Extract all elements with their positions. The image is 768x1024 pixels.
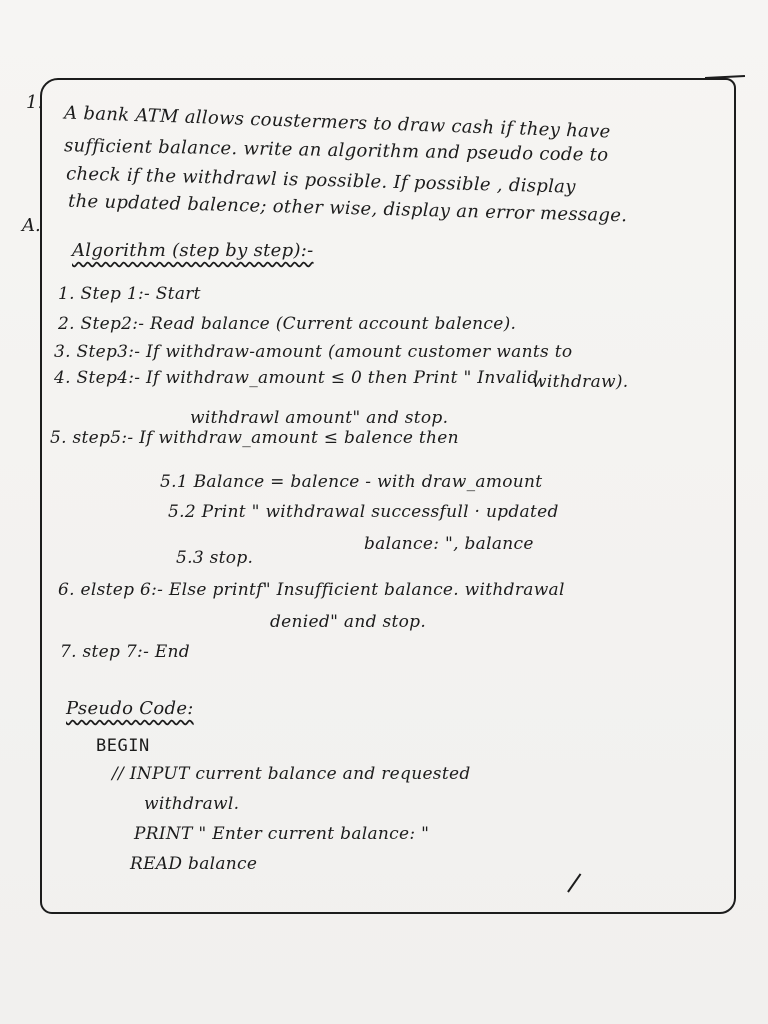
pseudocode-heading: Pseudo Code: bbox=[66, 698, 194, 719]
algorithm-step: 6. elstep 6:- Else printf" Insufficient balance. withdrawal bbox=[58, 580, 565, 600]
algorithm-step: 1. Step 1:- Start bbox=[58, 284, 201, 304]
answer-label: A. bbox=[22, 215, 41, 236]
algorithm-step: denied" and stop. bbox=[270, 612, 427, 632]
pseudocode-line: READ balance bbox=[130, 854, 258, 874]
question-line: the updated balence; other wise, display an error message. bbox=[67, 190, 628, 227]
algorithm-step: withdrawl amount" and stop. bbox=[190, 408, 449, 428]
algorithm-step: 5. step5:- If withdraw_amount ≤ balence then bbox=[50, 428, 459, 448]
pseudocode-line: BEGIN bbox=[96, 736, 150, 756]
algorithm-step: 7. step 7:- End bbox=[60, 642, 190, 662]
pseudocode-line: withdrawl. bbox=[144, 794, 240, 814]
algorithm-step: 3. Step3:- If withdraw-amount (amount customer wants to bbox=[54, 342, 573, 362]
question-number: 1. bbox=[26, 92, 44, 113]
pseudocode-line: // INPUT current balance and requested bbox=[112, 764, 471, 784]
algorithm-step: 4. Step4:- If withdraw_amount ≤ 0 then Print " Invalid bbox=[54, 368, 539, 388]
question-line: check if the withdrawl is possible. If possible , display bbox=[65, 163, 576, 198]
algorithm-step: withdraw). bbox=[532, 372, 629, 392]
algorithm-step: 5.1 Balance = balence - with draw_amount bbox=[160, 472, 543, 492]
question-line: sufficient balance. write an algorithm and pseudo code to bbox=[63, 135, 609, 166]
pseudocode-line: PRINT " Enter current balance: " bbox=[134, 824, 430, 844]
algorithm-heading: Algorithm (step by step):- bbox=[72, 240, 314, 261]
algorithm-step: 5.3 stop. bbox=[176, 548, 254, 568]
question-line: A bank ATM allows coustermers to draw cash if they have bbox=[63, 102, 611, 143]
algorithm-step: balance: ", balance bbox=[364, 534, 534, 554]
algorithm-step: 2. Step2:- Read balance (Current account balence). bbox=[58, 314, 517, 334]
algorithm-step: 5.2 Print " withdrawal successfull · updated bbox=[168, 502, 559, 522]
